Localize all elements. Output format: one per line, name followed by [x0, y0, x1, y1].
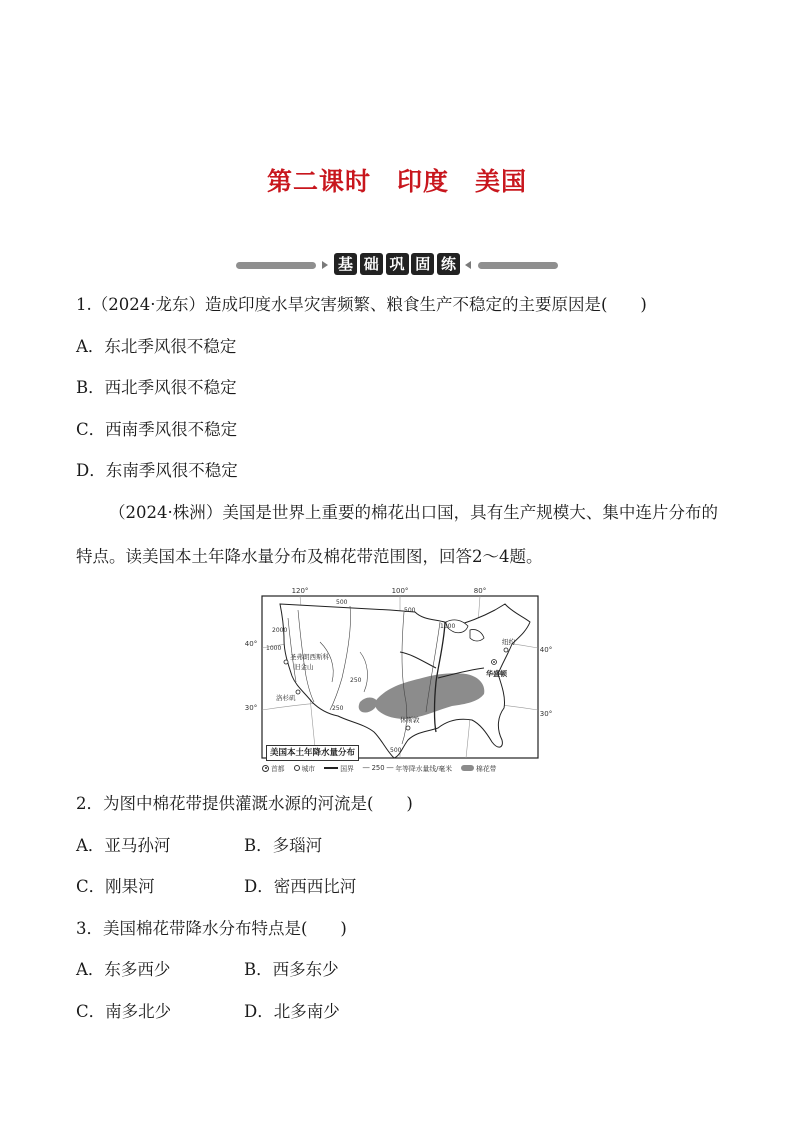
q1-stem: 1.（2024·龙东）造成印度水旱灾害频繁、粮食生产不稳定的主要原因是( )	[76, 295, 647, 314]
map-caption: 美国本土年降水量分布	[266, 745, 359, 761]
arrow-left-icon	[465, 261, 471, 269]
legend-label: 城市	[301, 765, 316, 773]
city-houston-marker	[406, 726, 410, 730]
isohyet-label: 500	[390, 747, 402, 754]
q1-option-c: C．西南季风很不稳定	[76, 420, 238, 439]
section-bar-left	[236, 262, 316, 269]
q3-option-d: D．北多南少	[244, 1002, 340, 1021]
section-bar-right	[478, 262, 558, 269]
lon-label: 120°	[291, 587, 309, 595]
section-header	[236, 252, 558, 278]
q2-option-c: C．刚果河	[76, 877, 155, 896]
city-los-angeles-marker	[296, 690, 300, 694]
city-label: 休斯敦	[400, 716, 420, 724]
legend-item-isohyet	[363, 763, 452, 773]
isohyet-label: 500	[336, 599, 348, 606]
lat-label: 30°	[539, 710, 553, 718]
badge-char: 础	[360, 253, 383, 275]
q2-option-d: D．密西西比河	[244, 877, 357, 896]
legend-label: 国界	[340, 765, 354, 773]
lon-label: 80°	[473, 587, 487, 595]
badge-char: 练	[437, 253, 460, 275]
city-label: 华盛顿	[486, 670, 507, 678]
page-title: 第二课时 印度 美国	[266, 167, 527, 196]
legend-item-cotton	[461, 763, 496, 773]
legend-label: 年等降水量线/毫米	[395, 765, 453, 773]
city-new-york-marker	[504, 648, 508, 652]
section-badge	[334, 252, 460, 276]
capital-icon	[262, 765, 269, 772]
city-san-francisco-marker	[284, 660, 288, 664]
q3-option-a: A．东多西少	[76, 960, 171, 979]
badge-char: 基	[334, 253, 357, 275]
city-label: 洛杉矶	[276, 694, 296, 702]
q2-option-b: B．多瑙河	[244, 836, 323, 855]
isohyet-label: 2000	[272, 627, 288, 634]
isohyet-label: 500	[404, 607, 416, 614]
badge-char: 固	[411, 253, 434, 275]
q2-stem: 2．为图中棉花带提供灌溉水源的河流是( )	[76, 794, 413, 813]
q3-stem: 3．美国棉花带降水分布特点是( )	[76, 919, 347, 938]
isohyet-label: 1000	[440, 623, 456, 630]
q1-option-a: A．东北季风很不稳定	[76, 337, 237, 356]
map-legend	[262, 762, 552, 774]
capital-dot	[493, 661, 495, 663]
material-paragraph	[76, 491, 718, 579]
border-icon	[324, 767, 338, 769]
q3-option-b: B．西多东少	[244, 960, 339, 979]
city-label: 圣弗朗西斯科	[290, 653, 329, 661]
badge-char: 巩	[386, 253, 409, 275]
city-icon	[294, 765, 300, 771]
legend-item-border	[324, 763, 354, 773]
legend-item-capital	[262, 763, 285, 773]
isohyet-icon: ―	[362, 764, 370, 772]
isohyet-label: 250	[350, 677, 362, 684]
q1-option-d: D．东南季风很不稳定	[76, 461, 238, 480]
lat-label: 40°	[244, 640, 258, 648]
lat-label: 30°	[244, 704, 258, 712]
legend-item-city	[294, 763, 316, 773]
isohyet-label: 250	[332, 705, 344, 712]
q3-option-c: C．南多北少	[76, 1002, 172, 1021]
q1-option-b: B．西北季风很不稳定	[76, 378, 237, 397]
city-label: 旧金山	[294, 663, 314, 671]
q2-option-a: A．亚马孙河	[76, 836, 171, 855]
lat-label: 40°	[539, 646, 553, 654]
legend-value: 250	[371, 764, 385, 772]
arrow-right-icon	[322, 261, 328, 269]
isohyet-label: 1000	[266, 645, 282, 652]
legend-label: 首都	[271, 765, 285, 773]
isohyet-icon: ―	[386, 764, 394, 772]
lon-label: 100°	[391, 587, 409, 595]
city-label: 纽约	[502, 638, 515, 646]
legend-label: 棉花带	[476, 765, 497, 773]
material-text: （2024·株洲）美国是世界上重要的棉花出口国，具有生产规模大、集中连片分布的特点。读美国本土年降水量分布及棉花带范围图，回答2～4题。	[76, 503, 718, 566]
cotton-belt-icon	[461, 765, 474, 771]
